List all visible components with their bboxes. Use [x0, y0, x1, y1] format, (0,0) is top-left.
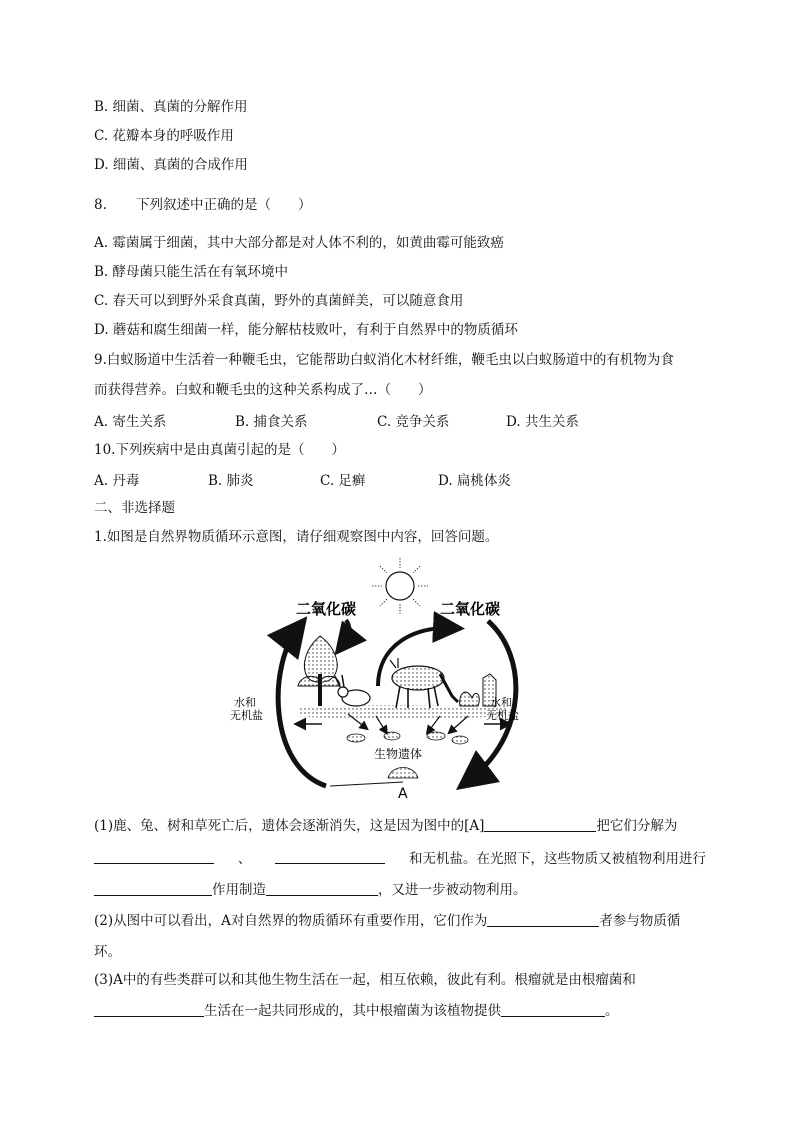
sub1-text-1: (1)鹿、兔、树和草死亡后，遗体会逐渐消失，这是因为图中的[A]: [94, 818, 485, 834]
decomposer-pile: [388, 768, 418, 779]
q9-option-a: A. 寄生关系: [94, 414, 167, 430]
sub3-text-1: 生活在一起共同形成的，其中根瘤菌为该植物提供: [204, 1003, 501, 1019]
sub3-line-1: (3)A中的有些类群可以和其他生物生活在一起，相互依赖，彼此有利。根瘤就是由根瘤菌和: [94, 972, 636, 988]
bottom-arc-left: [330, 782, 403, 786]
q9-option-c: C. 竞争关系: [377, 414, 450, 430]
blank-photosynthesis[interactable]: [94, 881, 212, 896]
q8-option-a: A. 霉菌属于细菌，其中大部分都是对人体不利的，如黄曲霉可能致癌: [94, 235, 504, 251]
blank-plant[interactable]: [94, 1002, 204, 1017]
water-label-right-2: 无机盐: [486, 709, 519, 722]
q1-stem: 1.如图是自然界物质循环示意图，请仔细观察图中内容，回答问题。: [94, 529, 499, 545]
q10-option-a: A. 丹毒: [94, 473, 140, 489]
material-cycle-diagram: [228, 556, 528, 802]
q8-option-c: C. 春天可以到野外采食真菌，野外的真菌鲜美，可以随意食用: [94, 293, 464, 309]
sub1-line-1: [94, 816, 677, 836]
remains-label: 生物遗体: [374, 747, 423, 761]
blank-product-2[interactable]: [275, 849, 385, 864]
co2-label-left: 二氧化碳: [296, 600, 357, 618]
q8-stem: 下列叙述中正确的是（ ）: [136, 197, 312, 213]
sub1-text-6: ，又进一步被动物利用。: [378, 882, 527, 898]
blank-organic-matter[interactable]: [266, 881, 378, 896]
q8-number: 8.: [94, 197, 107, 213]
sub1-text-3: 、: [237, 851, 252, 867]
q9-stem-line-2: 而获得营养。白蚁和鞭毛虫的这种关系构成了…（ ）: [94, 382, 432, 398]
deer-icon: [390, 658, 458, 708]
q7-option-c: C. 花瓣本身的呼吸作用: [94, 128, 234, 144]
sun-icon: [372, 558, 428, 614]
remains-leaves: [347, 732, 468, 744]
tree-icon: [298, 636, 340, 706]
sub1-text-5: 作用制造: [212, 882, 266, 898]
q9-stem-line-1: 9.白蚁肠道中生活着一种鞭毛虫，它能帮助白蚁消化木材纤维，鞭毛虫以白蚁肠道中的有机物为食: [94, 352, 674, 368]
q10-option-d: D. 扁桃体炎: [438, 473, 511, 489]
sub2-line-1: [94, 911, 680, 931]
water-label-left-1: 水和: [234, 696, 256, 709]
water-label-left-2: 无机盐: [230, 709, 263, 722]
co2-to-tree-arrow: [342, 620, 349, 646]
blank-product-1[interactable]: [94, 849, 214, 864]
sub3-line-2: [94, 1001, 619, 1021]
q10-option-c: C. 足癣: [320, 473, 366, 489]
blank-role[interactable]: [487, 912, 599, 927]
rabbit-icon: [335, 675, 370, 706]
sub1-line-2: [94, 849, 706, 869]
sub3-text-2: 。: [605, 1003, 619, 1019]
co2-label-right: 二氧化碳: [440, 600, 501, 618]
ground: [298, 705, 508, 719]
sub2-text-2: 者参与物质循: [599, 913, 681, 929]
q8-option-b: B. 酵母菌只能生活在有氧环境中: [94, 264, 289, 280]
sub1-text-2: 把它们分解为: [596, 818, 678, 834]
q7-option-b: B. 细菌、真菌的分解作用: [94, 99, 248, 115]
blank-nitrogen[interactable]: [501, 1002, 605, 1017]
sub1-line-3: [94, 880, 527, 900]
q8-option-d: D. 蘑菇和腐生细菌一样，能分解枯枝败叶，有利于自然界中的物质循环: [94, 322, 518, 338]
q7-option-d: D. 细菌、真菌的合成作用: [94, 157, 248, 173]
q10-option-b: B. 肺炎: [208, 473, 254, 489]
sub2-line-2: 环。: [94, 944, 121, 960]
blank-decomposer[interactable]: [484, 817, 596, 832]
sub2-text-1: (2)从图中可以看出，A对自然界的物质循环有重要作用，它们作为: [94, 913, 488, 929]
q9-option-d: D. 共生关系: [506, 414, 579, 430]
q9-option-b: B. 捕食关系: [235, 414, 308, 430]
q10-stem: 10.下列疾病中是由真菌引起的是（ ）: [94, 442, 345, 458]
water-label-right-1: 水和: [490, 696, 512, 709]
sub1-text-4: 和无机盐。在光照下，这些物质又被植物利用进行: [408, 851, 706, 867]
section-heading: 二、非选择题: [94, 500, 175, 516]
letter-a-label: A: [398, 786, 408, 802]
